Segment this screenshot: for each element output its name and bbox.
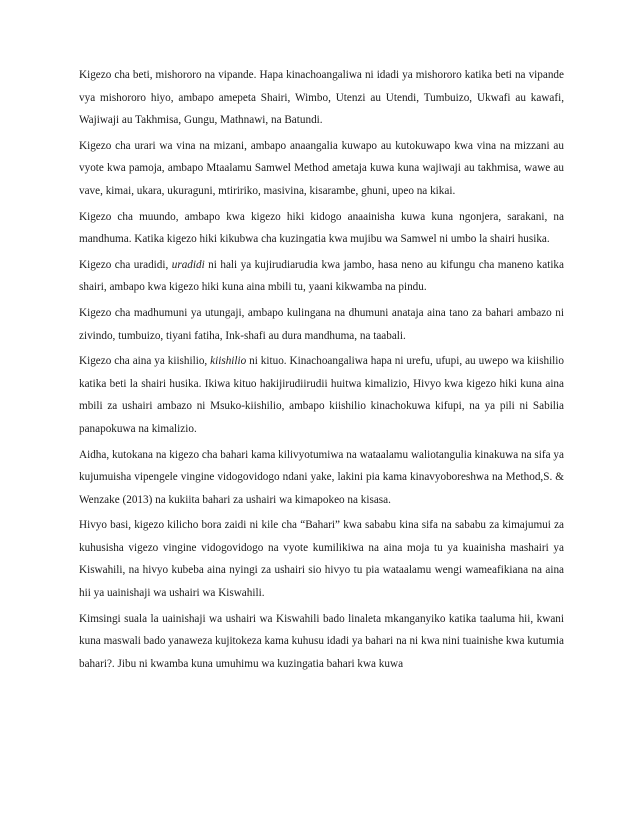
paragraph-text: Kigezo cha beti, mishororo na vipande. Hapa kinachoangaliwa ni idadi ya mishororo katika beti na vipande vya mishororo hiyo, ambapo amepeta Shairi, Wimbo, Utenzi au Utendi, Tumbuizo, Ukwafi au kawafi, Wajiwaji au Takhmisa, Gungu, Mathnawi, na Batundi.: [79, 69, 564, 127]
paragraph-text: Kigezo cha urari wa vina na mizani, ambapo anaangalia kuwapo au kutokuwapo kwa vina na mizzani au vyote kwa pamoja, ambapo Mtaalamu Samwel Method ametaja kuwa kuna wajiwaji au takhmisa, wawe au vave, kimai, ukara, ukuraguni, mtiririko, masivina, kisarambe, ghuni, upeo na kikai.: [79, 139, 564, 197]
paragraph-text: Hivyo basi, kigezo kilicho bora zaidi ni kile cha “Bahari” kwa sababu kina sifa na sababu za kimajumui za kuhusisha vigezo vingine vidogovidogo na vyote kumilikiwa na aina moja tu ya kuainisha mashairi ya Kiswahili, na hivyo kubeba aina nyingi za ushairi sio hivyo tu pia wataalamu wengi wameafikiana na aina hii ya uainishaji wa ushairi wa Kiswahili.: [79, 519, 564, 600]
paragraph-uradidi: [79, 254, 564, 299]
paragraph-beti-mishororo: [79, 64, 564, 132]
paragraph-text: ni kituo. Kinachoangaliwa hapa ni urefu, ufupi, au uwepo wa kiishilio katika beti la shairi husika. Ikiwa kituo hakijirudiirudii huitwa kimalizio, Hivyo kwa kigezo hiki kuna aina mbili za ushairi ambazo ni Msuko-kiishilio, ambapo kiishilio kinachokuwa kifupi, na ya pili ni Sabilia panapokuwa na kimalizio.: [79, 355, 564, 435]
paragraph-text: Kimsingi suala la uainishaji wa ushairi wa Kiswahili bado linaleta mkanganyiko katika taaluma hii, kwani kuna maswali bado yanaweza kujitokeza kama kuhusu idadi ya bahari na ni kwa nini tuainishe kwa kutumia bahari?. Jibu ni kwamba kuna umuhimu wa kuzingatia bahari kwa kuwa: [79, 612, 564, 670]
italic-term: uradidi: [171, 258, 205, 271]
paragraph-muundo: [79, 206, 564, 251]
paragraph-text: Kigezo cha madhumuni ya utungaji, ambapo kulingana na dhumuni anataja aina tano za bahari ambazo ni zivindo, tumbuizo, tiyani fatiha, Ink-shafi au dura mandhuma, na taabali.: [79, 306, 564, 342]
body-text: [79, 64, 564, 675]
paragraph-kiishilio: [79, 350, 564, 440]
paragraph-text: Kigezo cha uradidi,: [79, 258, 172, 271]
paragraph-hivyo-basi: [79, 514, 564, 604]
paragraph-text: ni hali ya kujirudiarudia kwa jambo, hasa neno au kifungu cha maneno katika shairi, ambapo kwa kigezo hiki kuna aina mbili tu, yaani kikwamba na pindu.: [79, 258, 564, 294]
paragraph-urari-vina-mizani: [79, 135, 564, 203]
paragraph-text: Aidha, kutokana na kigezo cha bahari kama kilivyotumiwa na wataalamu waliotangulia kinakuwa na sifa ya kujumuisha vipengele vingine vidogovidogo ndani yake, lakini pia kama kinavyoboreshwa na Method,S. & Wenzake (2013) na kukiita bahari za ushairi wa kimapokeo na kisasa.: [79, 448, 564, 506]
paragraph-text: Kigezo cha muundo, ambapo kwa kigezo hiki kidogo anaainisha kuwa kuna ngonjera, sarakani, na mandhuma. Katika kigezo hiki kikubwa cha kuzingatia kwa mujibu wa Samwel ni umbo la shairi husika.: [79, 210, 564, 246]
paragraph-aidha: [79, 444, 564, 512]
paragraph-madhumuni: [79, 302, 564, 347]
paragraph-kimsingi: [79, 608, 564, 676]
italic-term: kiishilio: [210, 355, 247, 368]
paragraph-text: Kigezo cha aina ya kiishilio,: [79, 355, 211, 368]
